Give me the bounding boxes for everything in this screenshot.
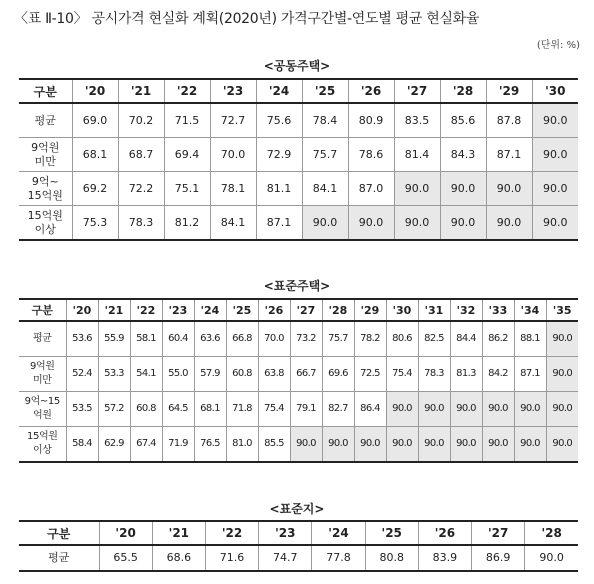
value-cell: 54.1 [130, 357, 162, 392]
value-cell: 90.0 [302, 206, 348, 241]
value-cell: 70.0 [210, 138, 256, 172]
value-cell: 78.6 [348, 138, 394, 172]
value-cell: 53.5 [66, 392, 98, 427]
value-cell: 70.0 [258, 321, 290, 357]
header-year: '22 [164, 79, 210, 103]
value-cell: 69.4 [164, 138, 210, 172]
value-cell: 68.1 [72, 138, 118, 172]
value-cell: 68.6 [152, 545, 205, 571]
value-cell: 81.4 [394, 138, 440, 172]
value-cell: 69.2 [72, 172, 118, 206]
header-row [19, 79, 578, 103]
value-cell: 90.0 [486, 172, 532, 206]
value-cell: 72.7 [210, 103, 256, 138]
value-cell: 90.0 [450, 392, 482, 427]
caption-standard-land: <표준지> [269, 502, 325, 516]
value-cell: 82.5 [418, 321, 450, 357]
apartment-table [19, 78, 578, 241]
row-label: 9억~ 15억원 [19, 172, 72, 206]
table-row [19, 138, 578, 172]
value-cell: 66.7 [290, 357, 322, 392]
value-cell: 90.0 [546, 357, 578, 392]
header-year: '21 [118, 79, 164, 103]
value-cell: 90.0 [394, 172, 440, 206]
header-year: '34 [514, 299, 546, 321]
row-label: 9억원 미만 [19, 138, 72, 172]
header-year: '32 [450, 299, 482, 321]
value-cell: 78.4 [302, 103, 348, 138]
value-cell: 80.8 [365, 545, 418, 571]
standard-house-table [19, 298, 578, 463]
value-cell: 90.0 [482, 392, 514, 427]
caption-apartment: <공동주택> [263, 59, 331, 73]
value-cell: 57.9 [194, 357, 226, 392]
value-cell: 53.3 [98, 357, 130, 392]
value-cell: 90.0 [386, 392, 418, 427]
header-year: '33 [482, 299, 514, 321]
value-cell: 63.8 [258, 357, 290, 392]
value-cell: 90.0 [532, 103, 578, 138]
value-cell: 83.9 [418, 545, 471, 571]
value-cell: 87.8 [486, 103, 532, 138]
header-year: '20 [66, 299, 98, 321]
header-year: '27 [394, 79, 440, 103]
header-year: '20 [72, 79, 118, 103]
header-year: '21 [152, 521, 205, 545]
value-cell: 60.8 [130, 392, 162, 427]
value-cell: 75.3 [72, 206, 118, 241]
value-cell: 90.0 [514, 392, 546, 427]
value-cell: 86.2 [482, 321, 514, 357]
unit-label: (단위: %) [536, 40, 580, 51]
value-cell: 72.5 [354, 357, 386, 392]
value-cell: 90.0 [348, 206, 394, 241]
value-cell: 78.1 [210, 172, 256, 206]
value-cell: 78.3 [418, 357, 450, 392]
value-cell: 72.9 [256, 138, 302, 172]
value-cell: 77.8 [312, 545, 365, 571]
header-year: '28 [440, 79, 486, 103]
table-row [19, 103, 578, 138]
header-year: '22 [205, 521, 258, 545]
value-cell: 75.1 [164, 172, 210, 206]
header-row [19, 521, 578, 545]
header-year: '31 [418, 299, 450, 321]
value-cell: 90.0 [290, 427, 322, 463]
table-row [19, 321, 578, 357]
table-row [19, 172, 578, 206]
header-year: '24 [256, 79, 302, 103]
value-cell: 87.1 [514, 357, 546, 392]
value-cell: 81.2 [164, 206, 210, 241]
value-cell: 80.9 [348, 103, 394, 138]
value-cell: 57.2 [98, 392, 130, 427]
value-cell: 90.0 [546, 427, 578, 463]
value-cell: 64.5 [162, 392, 194, 427]
header-year: '23 [162, 299, 194, 321]
value-cell: 73.2 [290, 321, 322, 357]
header-year: '20 [99, 521, 152, 545]
value-cell: 70.2 [118, 103, 164, 138]
value-cell: 84.4 [450, 321, 482, 357]
value-cell: 90.0 [532, 172, 578, 206]
value-cell: 52.4 [66, 357, 98, 392]
value-cell: 60.8 [226, 357, 258, 392]
table-row [19, 545, 578, 571]
header-year: '22 [130, 299, 162, 321]
header-year: '23 [259, 521, 312, 545]
header-year: '24 [194, 299, 226, 321]
value-cell: 90.0 [532, 206, 578, 241]
value-cell: 71.9 [162, 427, 194, 463]
header-year: '26 [418, 521, 471, 545]
value-cell: 90.0 [440, 172, 486, 206]
value-cell: 90.0 [546, 321, 578, 357]
table-row [19, 427, 578, 463]
header-year: '24 [312, 521, 365, 545]
value-cell: 83.5 [394, 103, 440, 138]
row-label: 9억~15 억원 [19, 392, 66, 427]
value-cell: 90.0 [525, 545, 578, 571]
value-cell: 75.7 [302, 138, 348, 172]
value-cell: 75.7 [322, 321, 354, 357]
value-cell: 78.2 [354, 321, 386, 357]
value-cell: 74.7 [259, 545, 312, 571]
value-cell: 55.0 [162, 357, 194, 392]
table-title: 〈표 Ⅱ-10〉 공시가격 현실화 계획(2020년) 가격구간별-연도별 평균 현실화율 [14, 11, 480, 27]
value-cell: 71.8 [226, 392, 258, 427]
value-cell: 87.0 [348, 172, 394, 206]
standard-land-table [19, 520, 578, 572]
value-cell: 90.0 [386, 427, 418, 463]
value-cell: 87.1 [486, 138, 532, 172]
value-cell: 81.3 [450, 357, 482, 392]
value-cell: 90.0 [418, 392, 450, 427]
value-cell: 81.1 [256, 172, 302, 206]
value-cell: 66.8 [226, 321, 258, 357]
header-category: 구분 [33, 84, 57, 99]
value-cell: 88.1 [514, 321, 546, 357]
value-cell: 68.1 [194, 392, 226, 427]
value-cell: 90.0 [322, 427, 354, 463]
table-row [19, 357, 578, 392]
header-year: '25 [302, 79, 348, 103]
value-cell: 79.1 [290, 392, 322, 427]
value-cell: 86.9 [472, 545, 525, 571]
row-label: 평균 [19, 103, 72, 138]
header-year: '28 [322, 299, 354, 321]
value-cell: 60.4 [162, 321, 194, 357]
value-cell: 78.3 [118, 206, 164, 241]
table-row [19, 206, 578, 241]
value-cell: 90.0 [450, 427, 482, 463]
value-cell: 84.1 [210, 206, 256, 241]
caption-standard-house: <표준주택> [263, 279, 331, 293]
header-year: '27 [472, 521, 525, 545]
value-cell: 62.9 [98, 427, 130, 463]
header-year: '23 [210, 79, 256, 103]
value-cell: 71.6 [205, 545, 258, 571]
value-cell: 53.6 [66, 321, 98, 357]
value-cell: 82.7 [322, 392, 354, 427]
value-cell: 90.0 [482, 427, 514, 463]
header-year: '30 [532, 79, 578, 103]
header-category: 구분 [47, 526, 71, 541]
value-cell: 71.5 [164, 103, 210, 138]
value-cell: 80.6 [386, 321, 418, 357]
row-label: 15억원 이상 [19, 427, 66, 463]
value-cell: 90.0 [440, 206, 486, 241]
header-year: '29 [486, 79, 532, 103]
header-year: '28 [525, 521, 578, 545]
value-cell: 90.0 [354, 427, 386, 463]
value-cell: 75.4 [386, 357, 418, 392]
value-cell: 76.5 [194, 427, 226, 463]
value-cell: 90.0 [532, 138, 578, 172]
header-year: '21 [98, 299, 130, 321]
row-label: 평균 [19, 545, 99, 571]
value-cell: 84.2 [482, 357, 514, 392]
value-cell: 69.0 [72, 103, 118, 138]
value-cell: 85.6 [440, 103, 486, 138]
value-cell: 63.6 [194, 321, 226, 357]
row-label: 15억원 이상 [19, 206, 72, 241]
value-cell: 68.7 [118, 138, 164, 172]
value-cell: 81.0 [226, 427, 258, 463]
header-year: '35 [546, 299, 578, 321]
value-cell: 86.4 [354, 392, 386, 427]
value-cell: 90.0 [394, 206, 440, 241]
value-cell: 55.9 [98, 321, 130, 357]
value-cell: 69.6 [322, 357, 354, 392]
value-cell: 65.5 [99, 545, 152, 571]
value-cell: 84.3 [440, 138, 486, 172]
value-cell: 87.1 [256, 206, 302, 241]
value-cell: 67.4 [130, 427, 162, 463]
value-cell: 72.2 [118, 172, 164, 206]
value-cell: 90.0 [514, 427, 546, 463]
value-cell: 75.6 [256, 103, 302, 138]
table-row [19, 392, 578, 427]
header-year: '25 [365, 521, 418, 545]
value-cell: 90.0 [418, 427, 450, 463]
value-cell: 75.4 [258, 392, 290, 427]
value-cell: 85.5 [258, 427, 290, 463]
row-label: 9억원 미만 [19, 357, 66, 392]
value-cell: 58.4 [66, 427, 98, 463]
row-label: 평균 [19, 321, 66, 357]
value-cell: 58.1 [130, 321, 162, 357]
header-year: '26 [258, 299, 290, 321]
header-year: '26 [348, 79, 394, 103]
value-cell: 84.1 [302, 172, 348, 206]
value-cell: 90.0 [546, 392, 578, 427]
header-year: '27 [290, 299, 322, 321]
header-year: '29 [354, 299, 386, 321]
header-year: '25 [226, 299, 258, 321]
header-row [19, 299, 578, 321]
header-category: 구분 [31, 304, 53, 317]
value-cell: 90.0 [486, 206, 532, 241]
header-year: '30 [386, 299, 418, 321]
